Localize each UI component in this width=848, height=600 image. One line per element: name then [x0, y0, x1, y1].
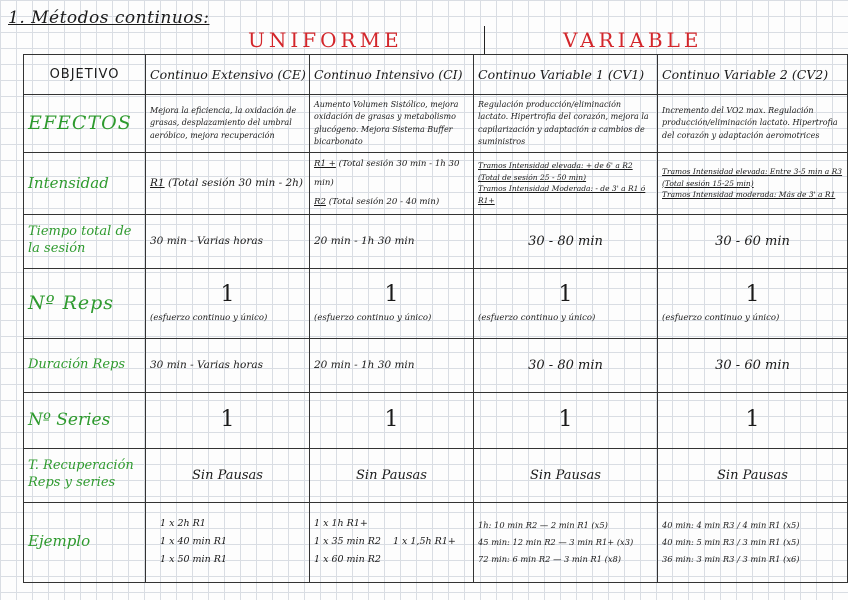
group-heading-variable: VARIABLE [563, 28, 703, 52]
zone-code: R2 [314, 196, 326, 207]
example-line: 45 min: 12 min R2 — 3 min R1+ (x3) [478, 536, 634, 547]
cell-ejemplo-ce [146, 502, 310, 582]
cell-intensidad-cv2 [658, 153, 848, 215]
example-line: 40 min: 4 min R3 / 4 min R1 (x5) [662, 520, 800, 531]
group-heading-uniforme: UNIFORME [248, 28, 403, 52]
intensity-line: Tramos Intensidad moderada: Más de 3' a R1 [662, 190, 836, 200]
row-label-efectos: EFECTOS [24, 95, 146, 153]
row-recuperacion [24, 448, 848, 502]
example-line: 1 x 50 min R1 [160, 554, 227, 566]
zone-text: (Total sesión 20 - 40 min) [328, 196, 440, 207]
row-tiempo-total [24, 214, 848, 268]
zone-text: (Total sesión 30 min - 1h 30 min) [314, 159, 460, 188]
cell-tiempo-ce: 30 min - Varias horas [146, 214, 310, 268]
cell-reps-cv1 [474, 268, 658, 338]
cell-recuperacion-ci: Sin Pausas [310, 448, 474, 502]
example-line: 72 min: 6 min R2 — 3 min R1 (x8) [478, 553, 622, 564]
zone-text: (Total sesión 30 min - 2h) [167, 177, 304, 190]
reps-value: 1 [745, 282, 760, 308]
row-label-intensidad: Intensidad [24, 153, 146, 215]
cell-ejemplo-cv1 [474, 502, 658, 582]
page-title: 1. Métodos continuos: [8, 8, 210, 28]
reps-note: (esfuerzo continuo y único) [150, 313, 268, 324]
cell-recuperacion-cv2: Sin Pausas [658, 448, 848, 502]
header-ci: Continuo Intensivo (CI) [310, 55, 474, 95]
header-row [24, 55, 848, 95]
reps-value: 1 [384, 282, 399, 308]
row-intensidad [24, 153, 848, 215]
header-cv2: Continuo Variable 2 (CV2) [658, 55, 848, 95]
row-duracion-reps [24, 338, 848, 392]
cell-tiempo-cv1: 30 - 80 min [474, 214, 658, 268]
cell-intensidad-ci [310, 153, 474, 215]
cell-efectos-ce: Mejora la eficiencia, la oxidación de grasas, desplazamiento del umbral aeróbico, mejora recuperación [146, 95, 310, 153]
row-n-series [24, 392, 848, 448]
reps-value: 1 [220, 282, 235, 308]
cell-series-cv1: 1 [474, 392, 658, 448]
example-line: 40 min: 5 min R3 / 3 min R1 (x5) [662, 536, 800, 547]
row-label-tiempo-total: Tiempo total de la sesión [24, 214, 146, 268]
methods-table [23, 54, 848, 583]
cell-tiempo-cv2: 30 - 60 min [658, 214, 848, 268]
cell-intensidad-cv1 [474, 153, 658, 215]
header-ce: Continuo Extensivo (CE) [146, 55, 310, 95]
header-cv1: Continuo Variable 1 (CV1) [474, 55, 658, 95]
cell-reps-ce [146, 268, 310, 338]
cell-efectos-cv2: Incremento del VO2 max. Regulación producción/eliminación lactato. Hipertrofia del corazón y adaptación aeromotrices [658, 95, 848, 153]
example-line: 36 min: 3 min R3 / 3 min R1 (x6) [662, 553, 800, 564]
cell-reps-cv2 [658, 268, 848, 338]
intensity-line: Tramos Intensidad elevada: Entre 3-5 min a R3 (Total sesión 15-25 min) [662, 166, 843, 188]
intensity-line: Tramos Intensidad elevada: + de 6' a R2 (Total de sesión 25 - 50 min) [478, 161, 633, 182]
cell-ejemplo-cv2 [658, 502, 848, 582]
row-label-n-series: Nº Series [24, 392, 146, 448]
intensity-line: Tramos Intensidad Moderada: - de 3' a R1 ó R1+ [478, 184, 646, 205]
reps-value: 1 [558, 282, 573, 308]
cell-tiempo-ci: 20 min - 1h 30 min [310, 214, 474, 268]
example-line: 1 x 60 min R2 [314, 554, 381, 566]
cell-recuperacion-cv1: Sin Pausas [474, 448, 658, 502]
example-line: 1 x 35 min R2 [314, 536, 381, 548]
reps-note: (esfuerzo continuo y único) [662, 313, 780, 324]
example-line: 1 x 40 min R1 [160, 536, 227, 548]
group-divider [484, 26, 485, 54]
header-objetivo: OBJETIVO [24, 55, 146, 95]
cell-reps-ci [310, 268, 474, 338]
cell-series-ci: 1 [310, 392, 474, 448]
row-label-n-reps: Nº Reps [24, 268, 146, 338]
example-line: 1 x 1h R1+ [314, 518, 368, 530]
example-line: 1 x 1,5h R1+ [392, 536, 456, 548]
cell-intensidad-ce [146, 153, 310, 215]
cell-duracion-ce: 30 min - Varias horas [146, 338, 310, 392]
reps-note: (esfuerzo continuo y único) [314, 313, 432, 324]
cell-duracion-ci: 20 min - 1h 30 min [310, 338, 474, 392]
cell-recuperacion-ce: Sin Pausas [146, 448, 310, 502]
zone-code: R1 + [314, 159, 336, 169]
row-label-ejemplo: Ejemplo [24, 502, 146, 582]
row-label-recuperacion: T. Recuperación Reps y series [24, 448, 146, 502]
example-line: 1h: 10 min R2 — 2 min R1 (x5) [478, 520, 608, 531]
row-n-reps [24, 268, 848, 338]
zone-code: R1 [150, 177, 165, 190]
cell-duracion-cv2: 30 - 60 min [658, 338, 848, 392]
cell-ejemplo-ci [310, 502, 474, 582]
cell-series-cv2: 1 [658, 392, 848, 448]
row-label-duracion-reps: Duración Reps [24, 338, 146, 392]
cell-efectos-cv1: Regulación producción/eliminación lactato. Hipertrofia del corazón, mejora la capilarización y adaptación a cambios de suministros [474, 95, 658, 153]
row-efectos [24, 95, 848, 153]
reps-note: (esfuerzo continuo y único) [478, 313, 596, 324]
row-ejemplo [24, 502, 848, 582]
cell-duracion-cv1: 30 - 80 min [474, 338, 658, 392]
cell-efectos-ci: Aumento Volumen Sistólico, mejora oxidación de grasas y metabolismo glucógeno. Mejora Sistema Buffer bicarbonato [310, 95, 474, 153]
cell-series-ce: 1 [146, 392, 310, 448]
example-line: 1 x 2h R1 [160, 518, 206, 530]
